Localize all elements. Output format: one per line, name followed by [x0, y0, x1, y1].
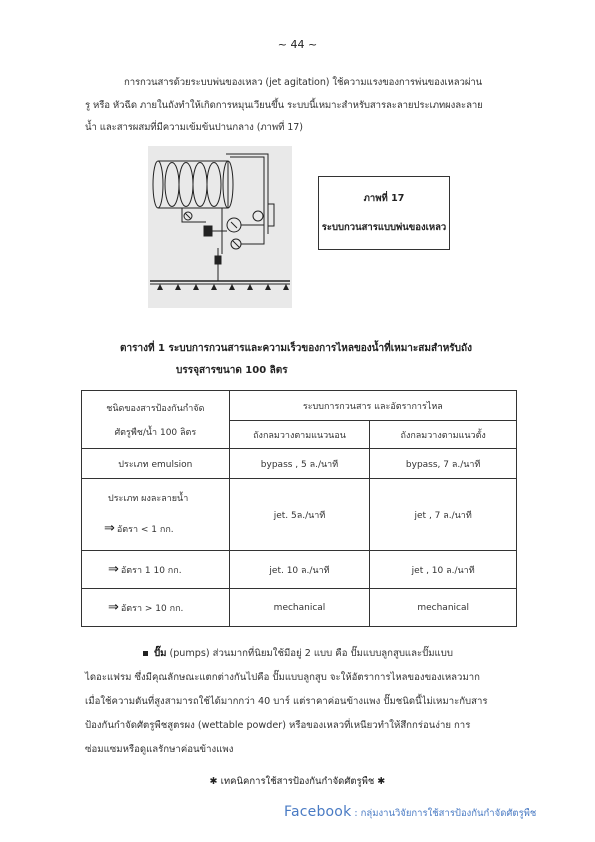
table-header-row — [82, 391, 517, 421]
table-caption — [120, 338, 472, 382]
intro-line-1: การกวนสารด้วยระบบพ่นของเหลว (jet agitation) ใช้ความแรงของการพ่นของเหลวผ่าน — [124, 77, 483, 88]
row-type-text: อัตรา > 10 กก. — [120, 604, 184, 614]
row-type-line-2: อัตรา < 1 กก. — [116, 525, 174, 535]
row-type-cell — [82, 589, 230, 627]
table-row — [82, 449, 517, 479]
table-row — [82, 589, 517, 627]
pump-line-5: ซ่อมแซมหรือดูแลรักษาค่อนข้างแพง — [85, 744, 234, 755]
header-agitation-system: ระบบการกวนสาร และอัตราการไหล — [229, 391, 516, 421]
pump-heading: ปั๊ม — [154, 648, 167, 659]
row-type-cell — [82, 479, 230, 551]
figure-caption-text: ระบบกวนสารแบบพ่นของเหลว — [321, 222, 447, 233]
intro-line-2: รู หรือ หัวฉีด ภายในถังทำให้เกิดการหมุนเวียนขึ้น ระบบนี้เหมาะสำหรับสารละลายประเภทผงละลาย — [85, 100, 483, 111]
table-row — [82, 551, 517, 589]
pump-paragraph — [85, 642, 545, 762]
square-bullet-icon — [143, 651, 148, 656]
figure-caption-box — [318, 176, 450, 250]
table-caption-line-1: ตารางที่ 1 ระบบการกวนสารและความเร็วของการไหลของน้ำที่เหมาะสมสำหรับถัง — [120, 343, 472, 354]
pump-line-1: (pumps) ส่วนมากที่นิยมใช้มีอยู่ 2 แบบ คือ ปั๊มแบบลูกสูบและปั๊มแบบ — [166, 648, 453, 659]
table-row — [82, 479, 517, 551]
row-type-cell: ประเภท emulsion — [82, 449, 230, 479]
header-pesticide-type — [82, 391, 230, 449]
table-caption-line-2: บรรจุสารขนาด 100 ลิตร — [176, 365, 288, 376]
agitation-table — [81, 390, 517, 627]
row-type-cell — [82, 551, 230, 589]
row-type-text: อัตรา 1 10 กก. — [120, 566, 182, 576]
jet-agitation-figure — [148, 146, 292, 308]
header-pesticide-type-line-2: ศัตรูพืช/น้ำ 100 ลิตร — [114, 427, 197, 438]
intro-line-3: น้ำ และสารผสมที่มีความเข้มข้นปานกลาง (ภาพที่ 17) — [85, 122, 303, 133]
header-pesticide-type-line-1: ชนิดของสารป้องกันกำจัด — [106, 403, 205, 414]
pump-line-2: ไดอะแฟรม ซึ่งมีคุณลักษณะแตกต่างกันไปคือ ปั๊มแบบลูกสูบ จะให้อัตราการไหลของของเหลวมาก — [85, 672, 480, 683]
row-horizontal-cell: bypass , 5 ล./นาที — [229, 449, 370, 479]
page-number: ~ 44 ~ — [277, 38, 318, 51]
facebook-brand: Facebook — [284, 804, 352, 820]
pump-line-3: เมื่อใช้ความดันที่สูงสามารถใช้ได้มากกว่า 40 บาร์ แต่ราคาค่อนข้างแพง ปั๊มชนิดนี้ไม่เหมาะกับสาร — [85, 696, 488, 707]
header-vertical-tank: ถังกลมวางตามแนวตั้ง — [370, 421, 517, 449]
row-horizontal-cell: jet. 5ล./นาที — [229, 479, 370, 551]
header-horizontal-tank: ถังกลมวางตามแนวนอน — [229, 421, 370, 449]
row-horizontal-cell: mechanical — [229, 589, 370, 627]
row-horizontal-cell: jet. 10 ล./นาที — [229, 551, 370, 589]
right-arrow-icon: ⇒ — [108, 562, 119, 577]
figure-caption-title: ภาพที่ 17 — [363, 193, 405, 204]
row-vertical-cell: jet , 10 ล./นาที — [370, 551, 517, 589]
row-vertical-cell: jet , 7 ล./นาที — [370, 479, 517, 551]
facebook-group-name: กลุ่มงานวิจัยการใช้สารป้องกันกำจัดศัตรูพืช — [360, 808, 537, 819]
facebook-credit — [284, 804, 536, 821]
row-vertical-cell: mechanical — [370, 589, 517, 627]
footer-note: ✱ เทคนิคการใช้สารป้องกันกำจัดศัตรูพืช ✱ — [209, 776, 386, 787]
right-arrow-icon: ⇒ — [104, 521, 115, 536]
pump-line-4: ป้องกันกำจัดศัตรูพืชสูตรผง (wettable powder) หรือของเหลวที่เหนียวทำให้สึกกร่อนง่าย การ — [85, 720, 471, 731]
facebook-separator: : — [351, 808, 361, 819]
row-type-line-1: ประเภท ผงละลายน้ำ — [108, 494, 189, 504]
right-arrow-icon: ⇒ — [108, 600, 119, 615]
row-vertical-cell: bypass, 7 ล./นาที — [370, 449, 517, 479]
jet-agitation-diagram — [148, 146, 292, 308]
